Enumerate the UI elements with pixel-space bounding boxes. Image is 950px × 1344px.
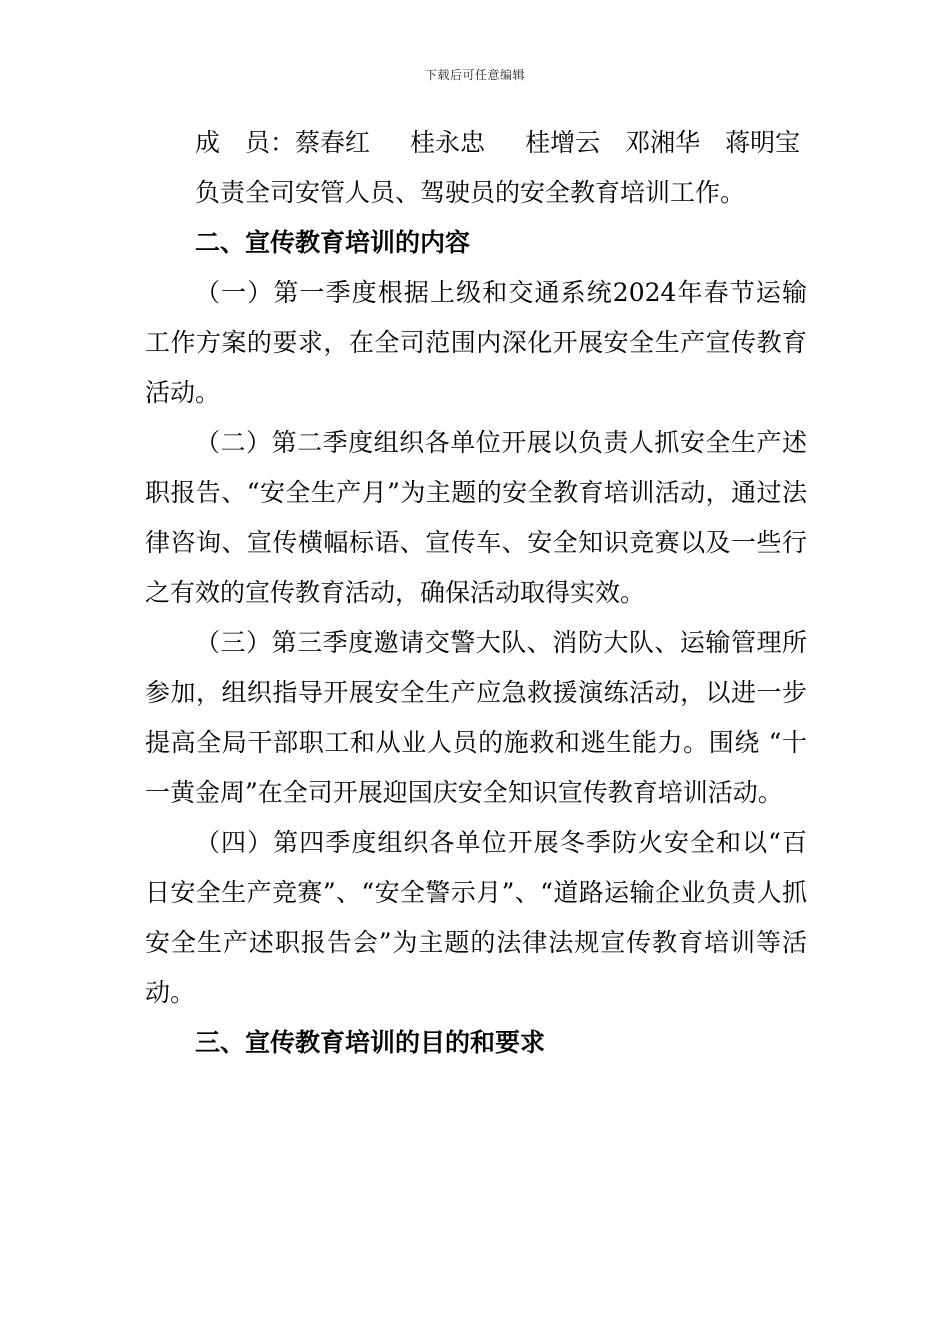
- members-label-b: 员：: [245, 128, 296, 157]
- document-body: [145, 118, 807, 1068]
- members-line: [145, 118, 807, 168]
- content-item-2: （二）第二季度组织各单位开展以负责人抓安全生产述职报告、“安全生产月”为主题的安全教育培训活动，通过法律咨询、宣传横幅标语、宣传车、安全知识竞赛以及一些行之有效的宣传教育活动，确保活动取得实效。: [145, 428, 807, 607]
- content-item-4: （四）第四季度组织各单位开展冬季防火安全和以“百日安全生产竞赛”、“安全警示月”、“道路运输企业负责人抓安全生产述职报告会”为主题的法律法规宣传教育培训等活动。: [145, 828, 807, 1007]
- member-name-5: 蒋明宝: [725, 128, 801, 157]
- member-name-3: 桂增云: [525, 128, 601, 157]
- members-label-a: 成: [195, 128, 221, 157]
- page-header-note: 下载后可任意编辑: [424, 68, 525, 82]
- content-item-1: （一）第一季度根据上级和交通系统2024年春节运输工作方案的要求，在全司范围内深化开展安全生产宣传教育活动。: [145, 278, 807, 407]
- member-name-1: 蔡春红: [295, 128, 371, 157]
- member-name-4: 邓湘华: [625, 128, 701, 157]
- member-name-2: 桂永忠: [410, 128, 486, 157]
- content-item-3: （三）第三季度邀请交警大队、消防大队、运输管理所参加，组织指导开展安全生产应急救援演练活动，以进一步提高全局干部职工和从业人员的施救和逃生能力。围绕 “十一黄金周”在全司开展迎国庆安全知识宣传教育培训活动。: [145, 628, 807, 807]
- section-heading-3: 三、宣传教育培训的目的和要求: [195, 1028, 546, 1057]
- duty-paragraph: 负责全司安管人员、驾驶员的安全教育培训工作。: [195, 178, 746, 207]
- section-heading-2: 二、宣传教育培训的内容: [195, 228, 471, 257]
